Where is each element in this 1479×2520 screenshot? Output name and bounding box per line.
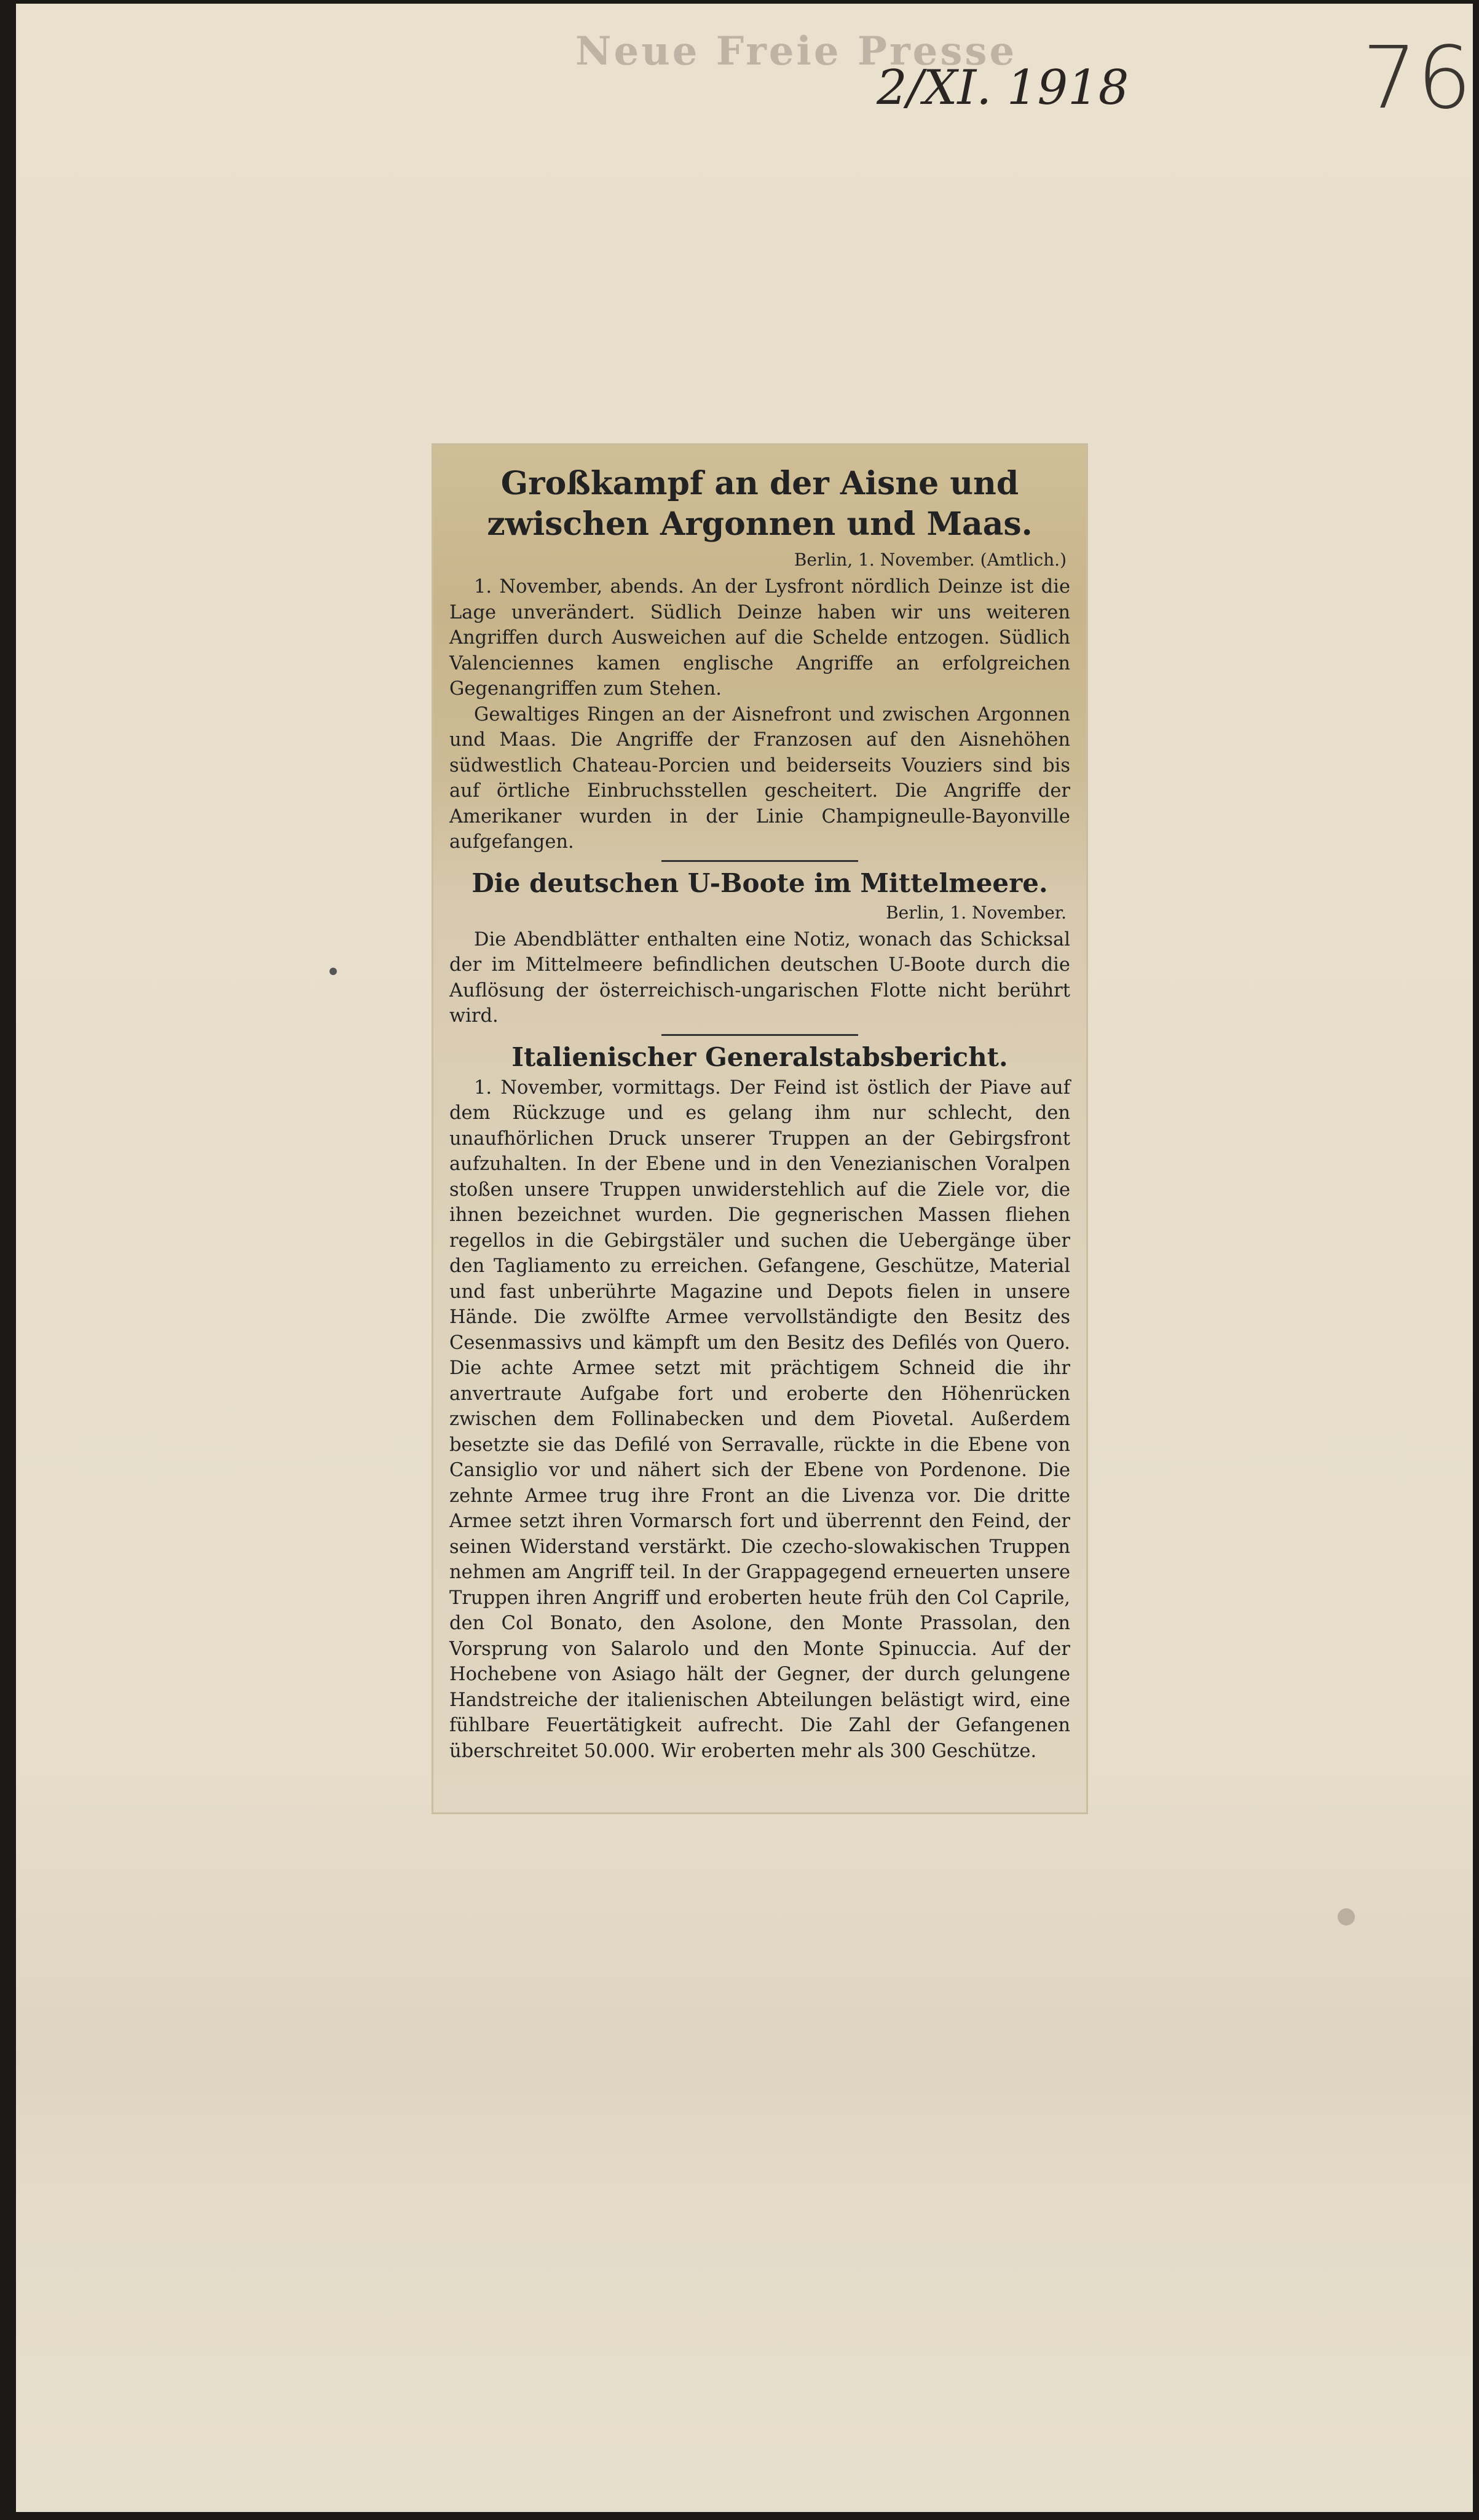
article2-dateline: Berlin, 1. November.	[886, 902, 1067, 923]
article3-title: Italienischer Generalstabsbericht.	[511, 1041, 1008, 1072]
article1-paragraph-2: Gewaltiges Ringen an der Aisnefront und zwischen Argonnen und Maas. Die Angriffe der Franzosen auf den Aisnehöhen südwestlich Chateau-Porcien und beiderseits Vouziers sind bis auf örtliche Einbruchsstellen gescheitert. Die Angriffe der Amerikaner wurden in der Linie Champigneulle-Bayonville aufgefangen.	[449, 703, 1070, 853]
article1-title: Großkampf an der Aisne und zwischen Argonnen und Maas.	[487, 465, 1033, 543]
newspaper-stamp: Neue Freie Presse	[575, 28, 1017, 74]
margin-spot	[329, 968, 337, 975]
article2-paragraph-1: Die Abendblätter enthalten eine Notiz, wonach das Schicksal der im Mittelmeere befindlichen deutschen U-Boote durch die Auflösung der österreichisch-ungarischen Flotte nicht berührt wird.	[449, 928, 1070, 1027]
handwritten-date: 2/XI. 1918	[877, 60, 1129, 116]
divider	[661, 1034, 858, 1036]
newspaper-clipping	[432, 443, 1088, 1814]
divider	[661, 860, 858, 862]
article3-paragraph-1: 1. November, vormittags. Der Feind ist östlich der Piave auf dem Rückzuge und es gelang ihm nur schlecht, den unaufhörlichen Druck unserer Truppen an der Gebirgsfront aufzuhalten. In der Ebene und in den Venezianischen Voralpen stoßen unsere Truppen unwiderstehlich auf die Ziele vor, die ihnen bezeichnet wurden. Die gegnerischen Massen fliehen regellos in die Gebirgstäler und suchen die Uebergänge über den Tagliamento zu erreichen. Gefangene, Geschütze, Material und fast unberührte Magazine und Depots fielen in unsere Hände. Die zwölfte Armee vervollständigte den Besitz des Cesenmassivs und kämpft um den Besitz des Defilés von Quero. Die achte Armee setzt mit prächtigem Schneid die ihr anvertraute Aufgabe fort und eroberte den Höhenrücken zwischen dem Follinabecken und dem Piovetal. Außerdem besetzte sie das Defilé von Serravalle, rückte in die Ebene von Cansiglio vor und nähert sich der Ebene von Pordenone. Die zehnte Armee trug ihre Front an die Livenza vor. Die dritte Armee setzt ihren Vormarsch fort und überrennt den Feind, der seinen Widerstand verstärkt. Die czecho-slowakischen Truppen nehmen am Angriff teil. In der Grappagegend erneuerten unsere Truppen ihren Angriff und eroberten heute früh den Col Caprile, den Col Bonato, den Asolone, den Monte Prassolan, den Vorsprung von Salarolo und den Monte Spinuccia. Auf der Hochebene von Asiago hält der Gegner, der durch gelungene Handstreiche der italienischen Abteilungen belästigt wird, eine fühlbare Feuertätigkeit aufrecht. Die Zahl der Gefangenen überschreitet 50.000. Wir eroberten mehr als 300 Geschütze.	[449, 1076, 1070, 1762]
margin-spot	[1338, 1908, 1355, 1926]
article2-title: Die deutschen U-Boote im Mittelmeere.	[471, 867, 1048, 898]
article1-paragraph-1: 1. November, abends. An der Lysfront nördlich Deinze ist die Lage unverändert. Südlich Deinze haben wir uns weiteren Angriffen durch Ausweichen auf die Schelde entzogen. Südlich Valenciennes kamen englische Angriffe an erfolgreichen Gegenangriffen zum Stehen.	[449, 576, 1070, 700]
article1-dateline: Berlin, 1. November. (Amtlich.)	[794, 550, 1067, 570]
archive-sheet	[16, 4, 1473, 2512]
handwritten-page-number: 76	[1362, 28, 1472, 128]
